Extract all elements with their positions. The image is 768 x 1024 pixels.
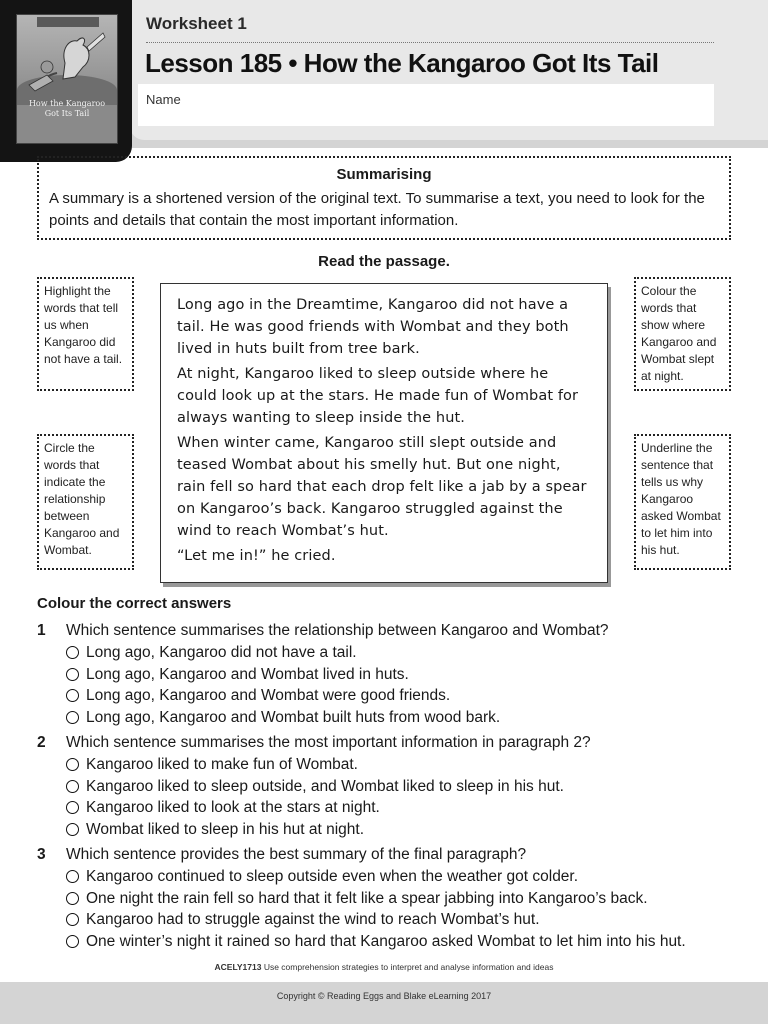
summarising-heading: Summarising (336, 166, 432, 183)
questions-heading: Colour the correct answers (37, 595, 232, 612)
radio-circle-icon[interactable] (66, 668, 79, 681)
radio-circle-icon[interactable] (66, 758, 79, 771)
summarising-box (37, 156, 731, 240)
worksheet-label: Worksheet 1 (146, 14, 247, 33)
instruction-underline-box: Underline the sentence that tells us why Kangaroo asked Wombat to let him into his hut. (634, 434, 731, 570)
answer-option[interactable] (66, 819, 747, 841)
answer-option-label: Long ago, Kangaroo and Wombat lived in huts. (86, 665, 409, 683)
radio-circle-icon[interactable] (66, 780, 79, 793)
answer-option-label: One night the rain fell so hard that it felt like a spear jabbing into Kangaroo’s back. (86, 889, 648, 907)
question-1 (37, 620, 747, 728)
instruction-colour-box: Colour the words that show where Kangaroo and Wombat slept at night. (634, 277, 731, 391)
name-field[interactable] (138, 84, 714, 126)
kangaroo-illustration-icon (17, 15, 118, 105)
answer-option-label: Kangaroo continued to sleep outside even when the weather got colder. (86, 868, 579, 885)
curriculum-code: ACELY1713 (214, 962, 262, 972)
answer-option[interactable] (66, 707, 747, 729)
answer-option[interactable] (66, 685, 747, 707)
question-number: 1 (37, 622, 46, 639)
copyright-text: Copyright © Reading Eggs and Blake eLearning 2017 (276, 991, 492, 1001)
answer-option[interactable] (66, 797, 747, 819)
radio-circle-icon[interactable] (66, 689, 79, 702)
passage-box (160, 283, 608, 583)
passage-paragraph-1: Long ago in the Dreamtime, Kangaroo did not have a tail. He was good friends with Wombat and they both lived in huts built from tree bark. (177, 297, 569, 357)
answer-option-label: Long ago, Kangaroo did not have a tail. (86, 644, 357, 661)
radio-circle-icon[interactable] (66, 823, 79, 836)
curriculum-code-line (0, 962, 768, 972)
book-panel (0, 0, 132, 162)
book-cover-image (16, 14, 118, 144)
question-2 (37, 732, 747, 840)
answer-option[interactable] (66, 776, 747, 798)
answer-option-label: Kangaroo liked to sleep outside, and Wombat liked to sleep in his hut. (86, 777, 564, 795)
answer-option[interactable] (66, 754, 747, 776)
read-passage-heading: Read the passage. (318, 253, 450, 270)
book-cover-title: How the Kangaroo Got Its Tail (28, 99, 106, 118)
radio-circle-icon[interactable] (66, 801, 79, 814)
question-text: Which sentence summarises the relationship between Kangaroo and Wombat? (66, 622, 609, 639)
answer-option[interactable] (66, 888, 747, 910)
passage-paragraph-3: When winter came, Kangaroo still slept outside and teased Wombat about his smelly hut. But one night, rain fell so hard that each drop felt like a jab by a spear on Kangaroo’s back. Kangaroo struggled against the wind to reach Wombat’s hut. (177, 435, 587, 539)
question-text: Which sentence provides the best summary of the final paragraph? (66, 846, 527, 863)
answer-option[interactable] (66, 909, 747, 931)
question-text: Which sentence summarises the most important information in paragraph 2? (66, 734, 591, 751)
instruction-highlight-box: Highlight the words that tell us when Kangaroo did not have a tail. (37, 277, 134, 391)
footer-bar (0, 982, 768, 1024)
question-3 (37, 844, 747, 952)
answer-option-label: Long ago, Kangaroo and Wombat were good friends. (86, 687, 451, 704)
radio-circle-icon[interactable] (66, 935, 79, 948)
radio-circle-icon[interactable] (66, 892, 79, 905)
radio-circle-icon[interactable] (66, 711, 79, 724)
summarising-text: A summary is a shortened version of the original text. To summarise a text, you need to look for the points and details that contain the most important information. (49, 190, 705, 229)
question-number: 3 (37, 846, 46, 863)
answer-option[interactable] (66, 664, 747, 686)
instruction-circle-box: Circle the words that indicate the relationship between Kangaroo and Wombat. (37, 434, 134, 570)
passage-paragraph-4: “Let me in!” he cried. (177, 548, 336, 564)
answer-option[interactable] (66, 642, 747, 664)
answer-option[interactable] (66, 866, 747, 888)
radio-circle-icon[interactable] (66, 913, 79, 926)
answer-option-label: Kangaroo had to struggle against the wind to reach Wombat’s hut. (86, 911, 540, 928)
answer-option[interactable] (66, 931, 747, 953)
answer-option-label: Wombat liked to sleep in his hut at night. (86, 820, 365, 838)
curriculum-description: Use comprehension strategies to interpret and analyse information and ideas (263, 962, 554, 972)
radio-circle-icon[interactable] (66, 870, 79, 883)
name-label: Name (146, 92, 181, 107)
answer-option-label: Kangaroo liked to make fun of Wombat. (86, 756, 358, 773)
answer-option-label: Kangaroo liked to look at the stars at night. (86, 799, 380, 816)
question-number: 2 (37, 734, 46, 751)
passage-paragraph-2: At night, Kangaroo liked to sleep outside where he could look up at the stars. He made fun of Wombat for always wanting to sleep inside the hut. (177, 366, 579, 426)
lesson-title: Lesson 185 • How the Kangaroo Got Its Tail (145, 48, 659, 78)
radio-circle-icon[interactable] (66, 646, 79, 659)
answer-option-label: One winter’s night it rained so hard that Kangaroo asked Wombat to let him into his hut. (86, 932, 686, 950)
answer-option-label: Long ago, Kangaroo and Wombat built huts from wood bark. (86, 708, 501, 726)
header-divider (146, 42, 714, 43)
questions-list (37, 620, 747, 956)
